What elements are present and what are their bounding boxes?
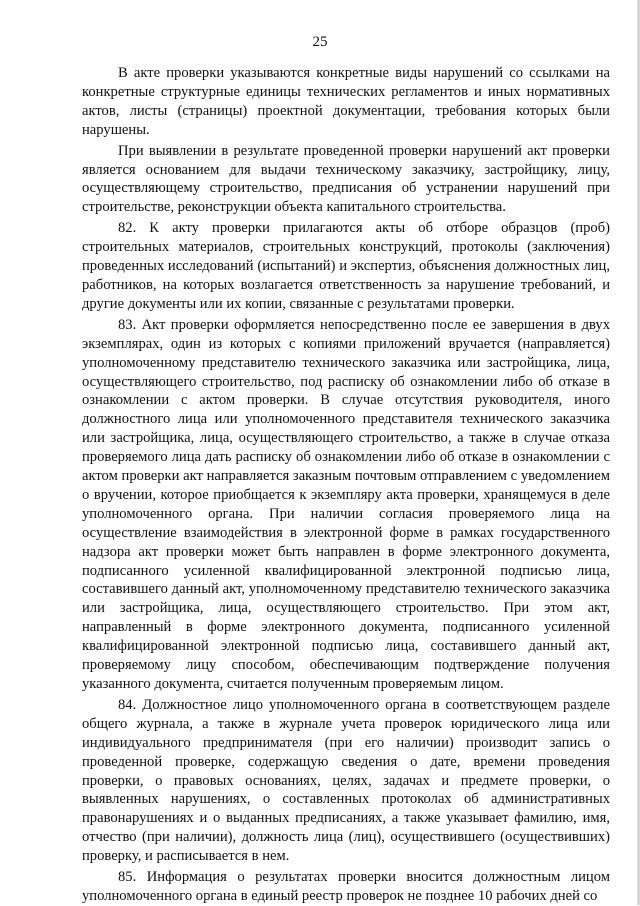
paragraph-violations-detail: В акте проверки указываются конкретные виды нарушений со ссылками на конкретные структурные единицы технических регламентов и иных нормативных актов, листы (страницы) проектной документации, требования которых были нарушены. xyxy=(82,65,610,138)
paragraph-act-as-basis: При выявлении в результате проведенной проверки нарушений акт проверки является основанием для выдачи техническому заказчику, застройщику, лицу, осуществляющему строительство, предписания об устранении нарушений при строительстве, реконструкции объекта капитального строительства. xyxy=(82,142,610,216)
page-number: 25 xyxy=(312,34,328,50)
paragraph-82: 82. К акту проверки прилагаются акты об отборе образцов (проб) строительных материалов, строительных конструкций, протоколы (заключения) проведенных исследований (испытаний) и экспертиз, объяснения должностных лиц, работников, на которых возлагается ответственность за нарушение требований, и другие документы или их копии, связанные с результатами проверки. xyxy=(82,220,610,312)
paragraph-85: 85. Информация о результатах проверки вносится должностным лицом уполномоченного органа в единый реестр проверок не позднее 10 рабочих дней со xyxy=(82,869,610,904)
paragraph-83: 83. Акт проверки оформляется непосредственно после ее завершения в двух экземплярах, один из которых с копиями приложений вручается (направляется) уполномоченному представителю технического заказчика или застройщика, лица, осуществляющего строительство, под расписку об ознакомлении либо об отказе в ознакомлении с актом проверки. В случае отсутствия руководителя, иного должностного лица или уполномоченного представителя технического заказчика или застройщика, лица, осуществляющего строительство, а также в случае отказа проверяемого лица дать расписку об ознакомлении либо об отказе в ознакомлении с актом проверки акт направляется заказным почтовым отправлением с уведомлением о вручении, которое приобщается к экземпляру акта проверки, хранящемуся в деле уполномоченного органа. При наличии согласия проверяемого лица на осуществление взаимодействия в электронной форме в рамках государственного надзора акт проверки может быть направлен в форме электронного документа, подписанного усиленной квалифицированной электронной подписью лица, составившего данный акт, уполномоченному представителю технического заказчика или застройщика, лица, осуществляющего строительство. При этом акт, направленный в форме электронного документа, подписанного усиленной квалифицированной электронной подписью лица, составившего данный акт, проверяемому лицу способом, обеспечивающим подтверждение получения указанного документа, считается полученным проверяемым лицом. xyxy=(82,316,610,692)
paragraph-84: 84. Должностное лицо уполномоченного органа в соответствующем разделе общего журнала, а также в журнале учета проверок юридического лица или индивидуального предпринимателя (при его наличии) производит запись о проведенной проверке, содержащую сведения о дате, времени проведения проверки, о правовых основаниях, целях, задачах и предмете проверки, о выявленных нарушениях, о составленных протоколах об административных правонарушениях и о выданных предписаниях, а также указывает фамилию, имя, отчество (при наличии), должность лица (лиц), осуществившего (осуществивших) проверку, и расписывается в нем. xyxy=(82,696,610,865)
document-body xyxy=(82,64,610,906)
